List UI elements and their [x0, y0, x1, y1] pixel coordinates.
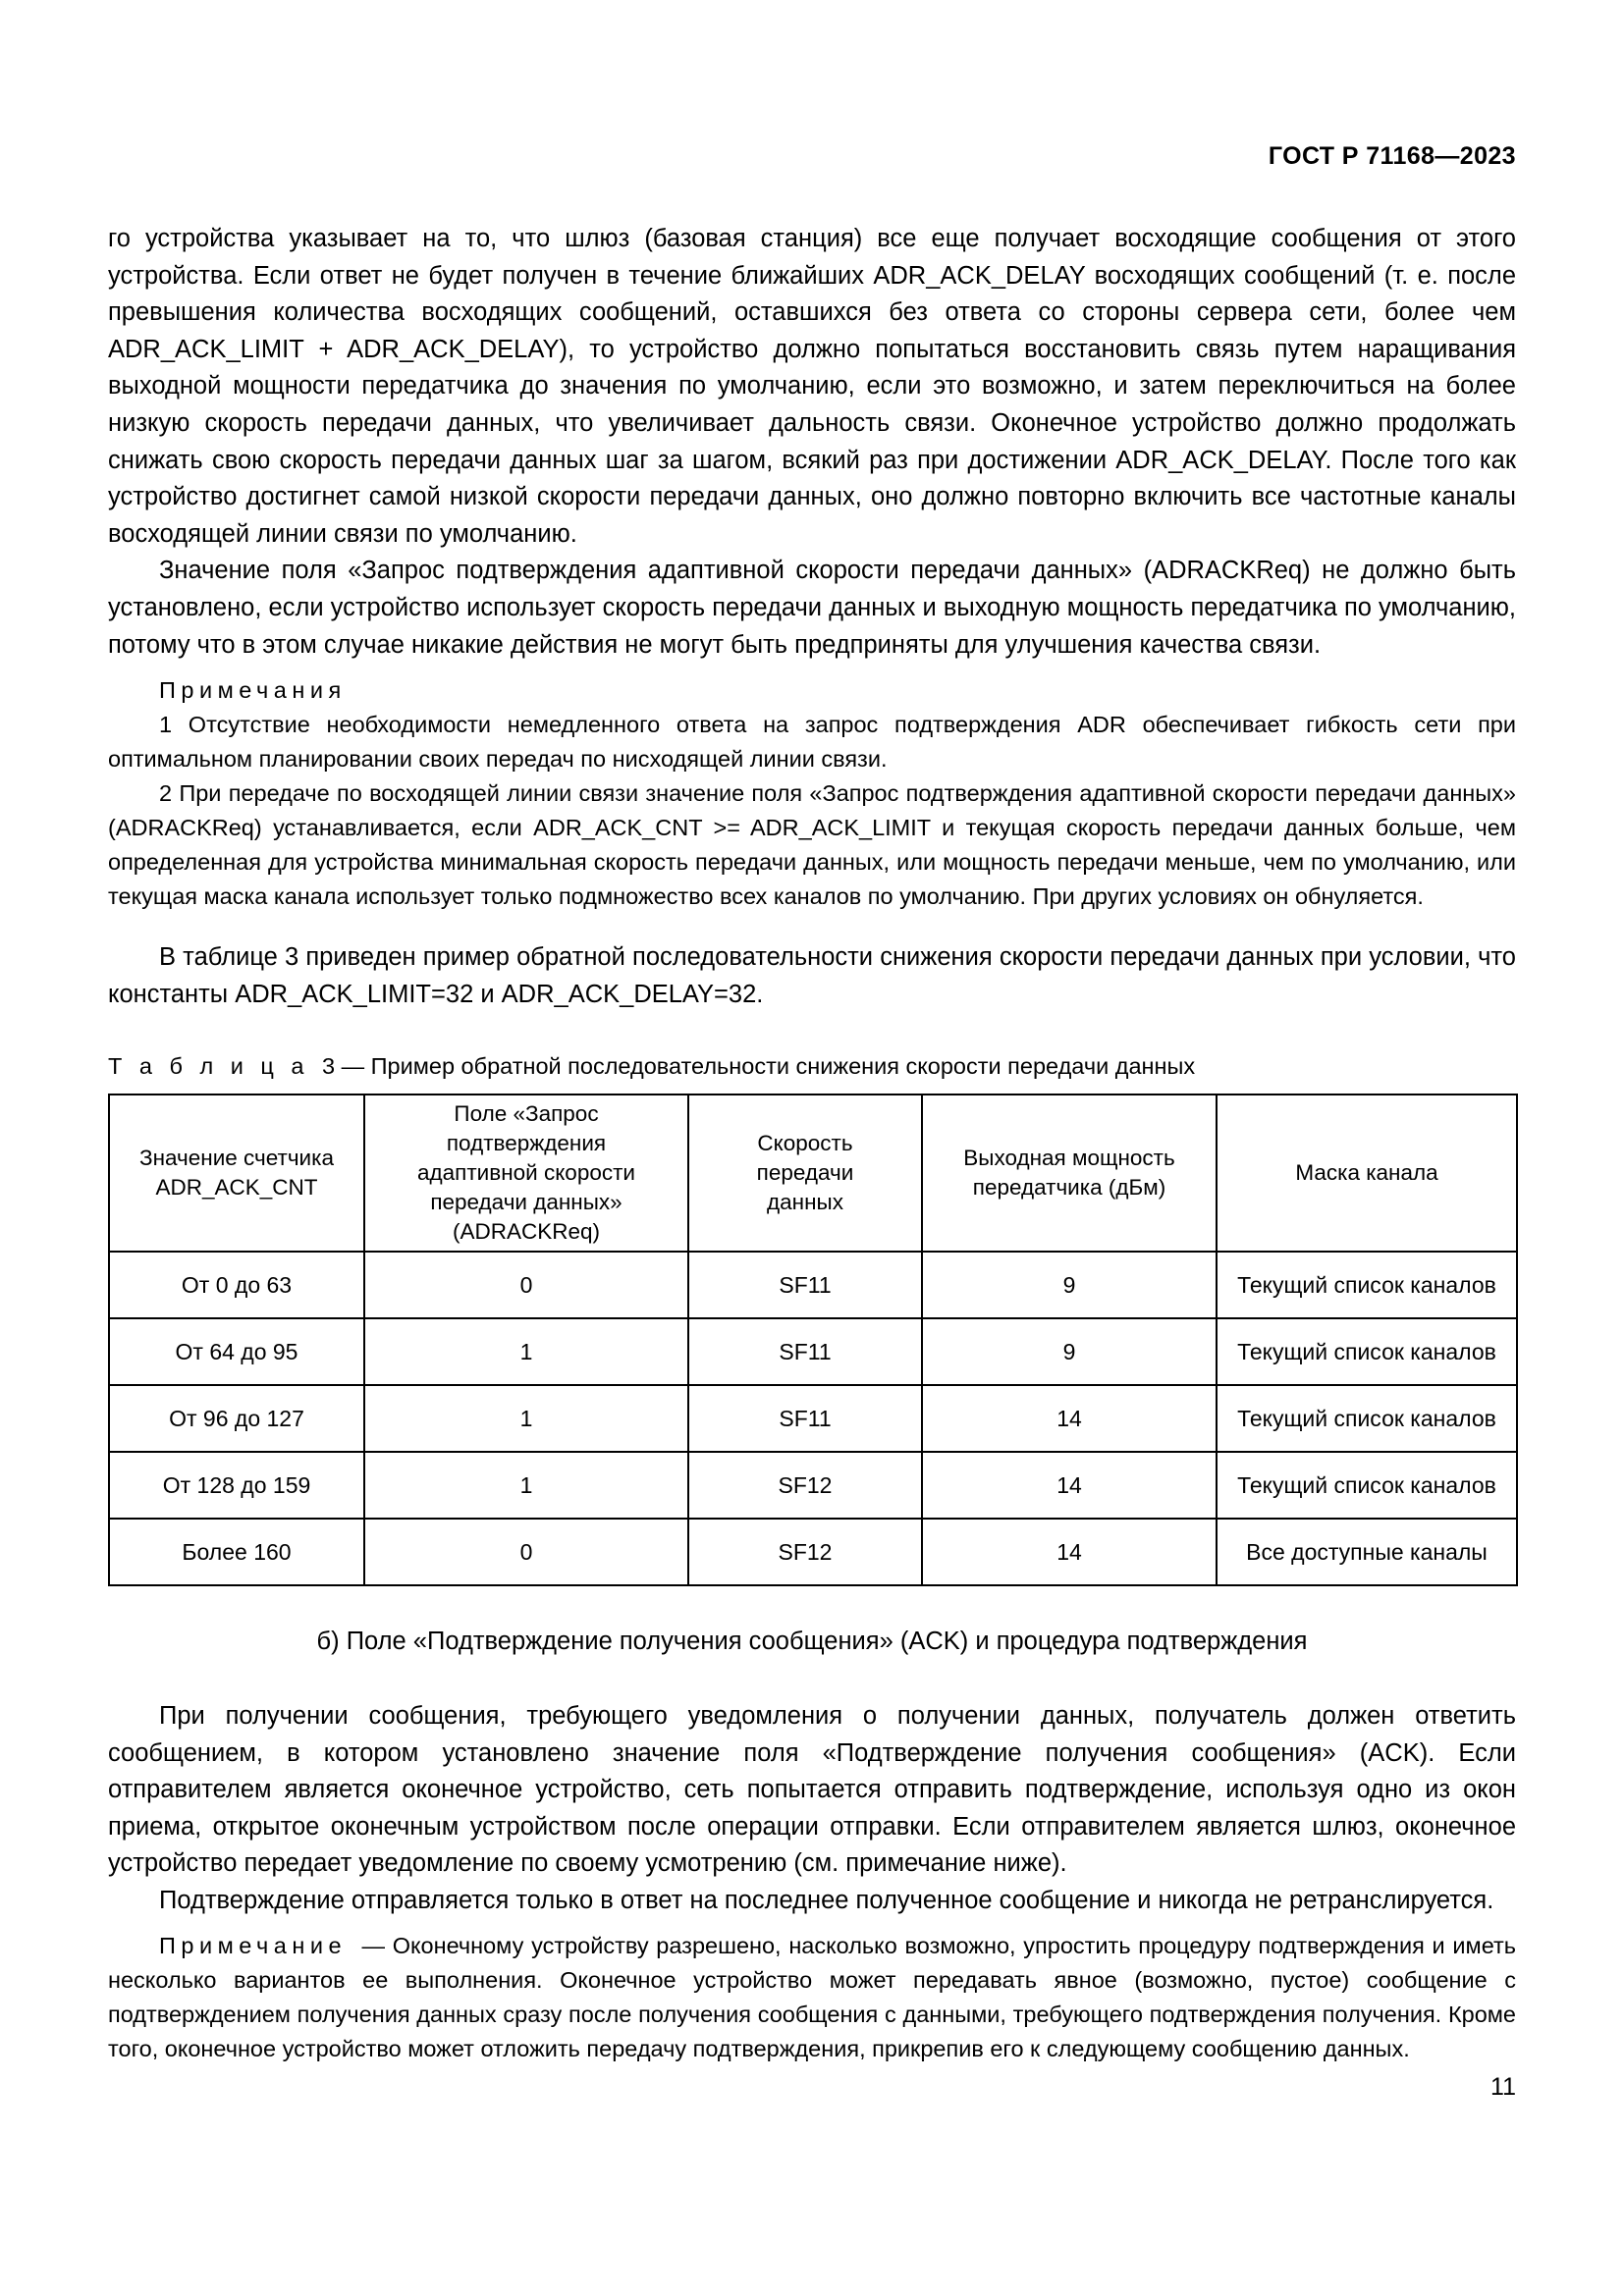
- table-header-row: [109, 1095, 1517, 1252]
- table-cell: 0: [364, 1252, 688, 1318]
- table-cell: 0: [364, 1519, 688, 1585]
- spacer: [108, 1586, 1516, 1624]
- table-caption-dash: —: [341, 1053, 365, 1080]
- table-cell: Текущий список каналов: [1217, 1452, 1517, 1519]
- table-cell: 14: [922, 1519, 1217, 1585]
- table-caption-label: Т а б л и ц а: [108, 1053, 309, 1080]
- note-1: 1 Отсутствие необходимости немедленного ответа на запрос подтверждения ADR обеспечивает гибкость сети при оптимальном планировании своих передач по нисходящей линии связи.: [108, 712, 1516, 773]
- table-cell: 1: [364, 1452, 688, 1519]
- table-caption-number: 3: [322, 1053, 336, 1080]
- table-cell: 14: [922, 1452, 1217, 1519]
- table-row: [109, 1452, 1517, 1519]
- note-3-label: Примечание: [159, 1933, 348, 1959]
- table-cell: 14: [922, 1385, 1217, 1452]
- note-3-text: — Оконечному устройству разрешено, насколько возможно, упростить процедуру подтверждения и иметь несколько вариантов ее выполнения. Оконечное устройство может передавать явное (возможно, пустое) сообщение с подтверждением получения данных сразу после получения сообщения с данными, требующего подтверждения получения. Кроме того, оконечное устройство может отложить передачу подтверждения, прикрепив его к следующему сообщению данных.: [108, 1933, 1516, 2062]
- paragraph-4: При получении сообщения, требующего уведомления о получении данных, получатель должен ответить сообщением, в котором установлено значение поля «Подтверждение получения сообщения» (ACK). Если отправителем является оконечное устройство, сеть попытается отправить подтверждение, используя одно из окон приема, открытое оконечным устройством после операции отправки. Если отправителем является шлюз, оконечное устройство передает уведомление по своему усмотрению (см. примечание ниже).: [108, 1701, 1516, 1878]
- subheading-b: б) Поле «Подтверждение получения сообщения» (ACK) и процедура подтверждения: [316, 1628, 1308, 1656]
- spacer: [108, 664, 1516, 673]
- table-cell: Более 160: [109, 1519, 364, 1585]
- page-content: [108, 221, 1516, 2066]
- notes-heading: Примечания: [159, 677, 347, 704]
- table-cell: От 96 до 127: [109, 1385, 364, 1452]
- table-cell: SF11: [688, 1385, 922, 1452]
- table-row: [109, 1385, 1517, 1452]
- table-header-cell-txpower: Выходная мощность передатчика (дБм): [922, 1095, 1217, 1252]
- table-caption-text: Пример обратной последовательности снижения скорости передачи данных: [370, 1053, 1196, 1080]
- note-2: 2 При передаче по восходящей линии связи значение поля «Запрос подтверждения адаптивной скорости передачи данных» (ADRACKReq) устанавливается, если ADR_ACK_CNT >= ADR_ACK_LIMIT и текущая скорость передачи данных больше, чем определенная для устройства минимальная скорость передачи данных, или мощность передачи меньше, чем по умолчанию, или текущая маска канала использует только подмножество всех каналов по умолчанию. При других условиях он обнуляется.: [108, 780, 1516, 910]
- table-caption: [108, 1050, 1516, 1082]
- table-cell: Текущий список каналов: [1217, 1385, 1517, 1452]
- table-row: [109, 1519, 1517, 1585]
- table-cell: Текущий список каналов: [1217, 1318, 1517, 1385]
- table-cell: Все доступные каналы: [1217, 1519, 1517, 1585]
- table-header-cell-adrackreq: Поле «Запрос подтверждения адаптивной скорости передачи данных» (ADRACKReq): [364, 1095, 688, 1252]
- table-cell: SF11: [688, 1318, 922, 1385]
- paragraph-2: Значение поля «Запрос подтверждения адаптивной скорости передачи данных» (ADRACKReq) не должно быть установлено, если устройство использует скорость передачи данных и выходную мощность передатчика по умолчанию, потому что в этом случае никакие действия не могут быть предприняты для улучшения качества связи.: [108, 557, 1516, 659]
- table-cell: SF12: [688, 1452, 922, 1519]
- spacer: [108, 914, 1516, 939]
- spacer: [108, 1013, 1516, 1050]
- table-cell: От 64 до 95: [109, 1318, 364, 1385]
- table-header-cell-channelmask: Маска канала: [1217, 1095, 1517, 1252]
- table-cell: 1: [364, 1318, 688, 1385]
- page-header-standard-ref: ГОСТ Р 71168—2023: [1268, 142, 1516, 170]
- table-header-cell-datarate: Скорость передачи данных: [688, 1095, 922, 1252]
- table-cell: 9: [922, 1318, 1217, 1385]
- table-row: [109, 1318, 1517, 1385]
- table-row: [109, 1252, 1517, 1318]
- spacer: [108, 1919, 1516, 1929]
- table-cell: 9: [922, 1252, 1217, 1318]
- table-header-cell-counter: Значение счетчика ADR_ACK_CNT: [109, 1095, 364, 1252]
- table-cell: 1: [364, 1385, 688, 1452]
- paragraph-3: В таблице 3 приведен пример обратной последовательности снижения скорости передачи данных при условии, что константы ADR_ACK_LIMIT=32 и ADR_ACK_DELAY=32.: [108, 943, 1516, 1008]
- table-cell: От 0 до 63: [109, 1252, 364, 1318]
- table-cell: От 128 до 159: [109, 1452, 364, 1519]
- paragraph-1: го устройства указывает на то, что шлюз (базовая станция) все еще получает восходящие сообщения от этого устройства. Если ответ не будет получен в течение ближайших ADR_ACK_DELAY восходящих сообщений (т. е. после превышения количества восходящих сообщений, оставшихся без ответа со стороны сервера сети, более чем ADR_ACK_LIMIT + ADR_ACK_DELAY), то устройство должно попытаться восстановить связь путем наращивания выходной мощности передатчика до значения по умолчанию, если это возможно, и затем переключиться на более низкую скорость передачи данных, что увеличивает дальность связи. Оконечное устройство должно продолжать снижать свою скорость передачи данных шаг за шагом, всякий раз при достижении ADR_ACK_DELAY. После того как устройство достигнет самой низкой скорости передачи данных, оно должно повторно включить все частотные каналы восходящей линии связи по умолчанию.: [108, 225, 1516, 548]
- spacer: [108, 1661, 1516, 1698]
- table-cell: SF12: [688, 1519, 922, 1585]
- adr-backoff-table: [108, 1094, 1518, 1586]
- note-3: [108, 1929, 1516, 2066]
- page-number: 11: [1490, 2073, 1516, 2101]
- paragraph-5: Подтверждение отправляется только в ответ на последнее полученное сообщение и никогда не ретранслируется.: [159, 1886, 1494, 1914]
- table-cell: Текущий список каналов: [1217, 1252, 1517, 1318]
- table-cell: SF11: [688, 1252, 922, 1318]
